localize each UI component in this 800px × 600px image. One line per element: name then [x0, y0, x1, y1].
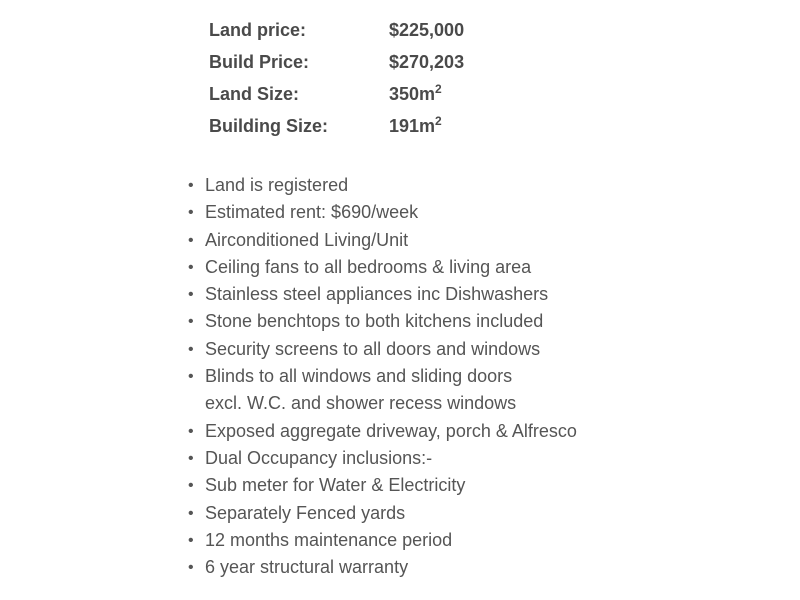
land-price-value: $225,000 [389, 19, 465, 40]
bullet-icon: • [188, 368, 194, 386]
land-size-row [209, 78, 464, 110]
feature-text: Stone benchtops to both kitchens included [205, 311, 544, 332]
building-size-label: Building Size: [209, 115, 328, 136]
feature-text: Security screens to all doors and windows [205, 338, 541, 359]
bullet-icon: • [188, 231, 194, 249]
list-item [188, 308, 577, 335]
bullet-icon: • [188, 531, 194, 549]
list-item [188, 418, 577, 445]
feature-text: Estimated rent: $690/week [205, 202, 419, 223]
bullet-icon: • [188, 313, 194, 331]
feature-text: Sub meter for Water & Electricity [205, 475, 466, 496]
feature-text: Dual Occupancy inclusions:- [205, 447, 433, 468]
building-size-row [209, 110, 464, 142]
land-size-value: 350m [389, 83, 436, 104]
bullet-icon: • [188, 449, 194, 467]
feature-text: 6 year structural warranty [205, 557, 409, 578]
land-price-label: Land price: [209, 19, 307, 40]
bullet-icon: • [188, 477, 194, 495]
building-size-value: 191m [389, 115, 436, 136]
feature-text: Ceiling fans to all bedrooms & living area [205, 256, 532, 277]
build-price-value: $270,203 [389, 51, 465, 72]
list-item [188, 281, 577, 308]
land-size-label: Land Size: [209, 83, 300, 104]
list-item [188, 445, 577, 472]
bullet-icon: • [188, 422, 194, 440]
bullet-icon: • [188, 340, 194, 358]
build-price-label: Build Price: [209, 51, 310, 72]
list-item [188, 472, 577, 499]
land-size-unit-superscript: 2 [435, 81, 442, 96]
property-specs [209, 14, 464, 142]
feature-text: Land is registered [205, 175, 349, 195]
list-item [188, 527, 577, 554]
list-item [188, 500, 577, 527]
feature-text: Airconditioned Living/Unit [205, 229, 409, 250]
bullet-icon: • [188, 204, 194, 222]
feature-text: Stainless steel appliances inc Dishwashers [205, 284, 549, 305]
bullet-icon: • [188, 559, 194, 577]
list-item [188, 227, 577, 254]
list-item [188, 254, 577, 281]
bullet-icon: • [188, 504, 194, 522]
feature-text: 12 months maintenance period [205, 529, 453, 550]
list-item [188, 336, 577, 363]
feature-text: Blinds to all windows and sliding doors [205, 366, 513, 387]
bullet-icon: • [188, 177, 194, 194]
bullet-icon: • [188, 258, 194, 276]
land-size-value-wrap [389, 81, 442, 105]
list-item [188, 363, 577, 390]
building-size-value-wrap [389, 113, 442, 137]
feature-text: Separately Fenced yards [205, 502, 406, 523]
building-size-unit-superscript: 2 [435, 113, 442, 128]
list-item [188, 172, 577, 199]
features-list [188, 172, 577, 581]
list-item [188, 199, 577, 226]
bullet-icon: • [188, 286, 194, 304]
list-item [188, 554, 577, 581]
land-price-row [209, 14, 464, 46]
build-price-row [209, 46, 464, 78]
list-item-continuation: excl. W.C. and shower recess windows [205, 393, 517, 414]
feature-text: Exposed aggregate driveway, porch & Alfresco [205, 420, 577, 441]
